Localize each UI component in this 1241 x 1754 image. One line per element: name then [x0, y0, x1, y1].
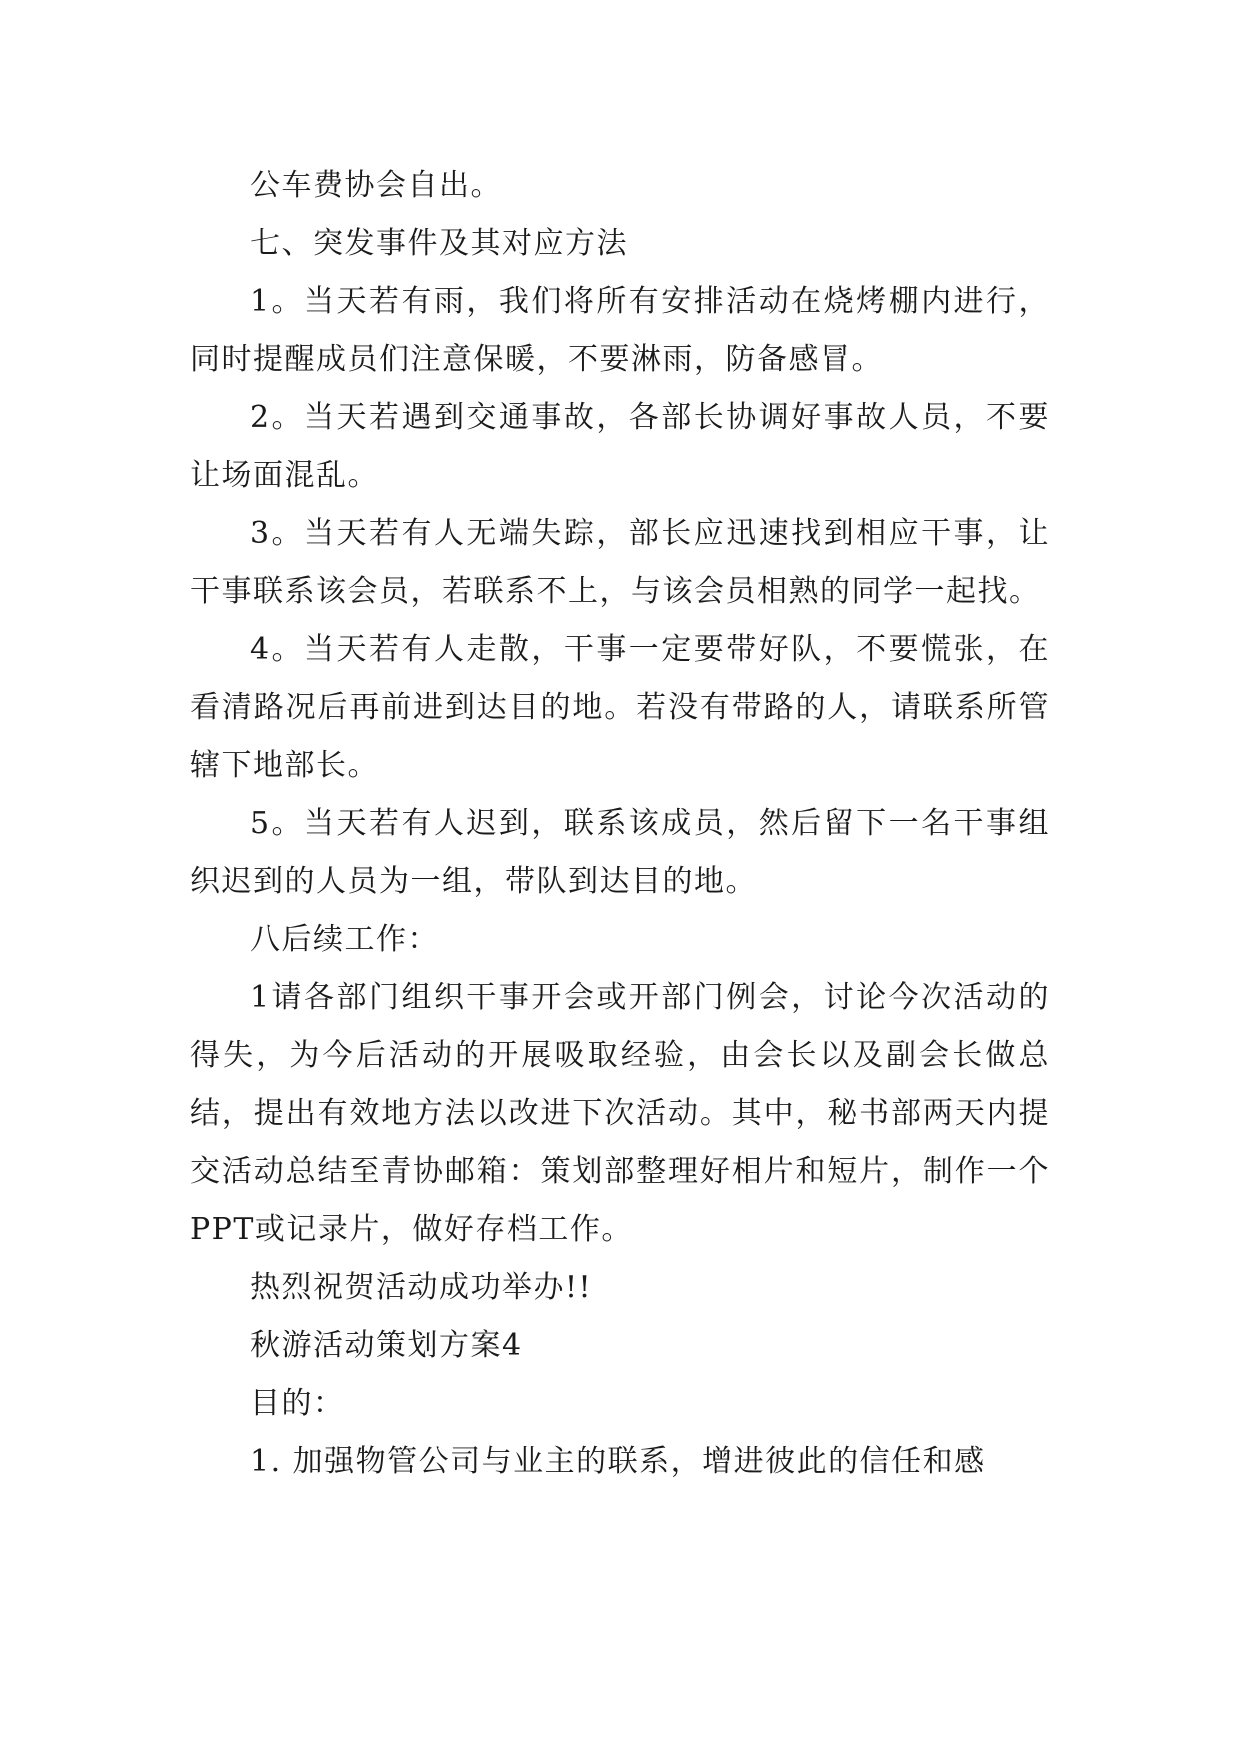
paragraph: 公车费协会自出。: [250, 168, 502, 203]
paragraph: 3。当天若有人无端失踪，部长应迅速找到相应干事，让干事联系该会员，若联系不上，与该会员相熟的同学一起找。: [190, 516, 1050, 609]
document-body: [190, 157, 1050, 1491]
document-title: 秋游活动策划方案4: [250, 1328, 523, 1363]
section-heading: 目的：: [250, 1386, 345, 1421]
paragraph: 1. 加强物管公司与业主的联系，增进彼此的信任和感: [250, 1444, 986, 1479]
paragraph: 1。当天若有雨，我们将所有安排活动在烧烤棚内进行，同时提醒成员们注意保暖，不要淋雨，防备感冒。: [190, 284, 1050, 377]
section-heading: 七、突发事件及其对应方法: [250, 226, 628, 261]
paragraph: 1请各部门组织干事开会或开部门例会，讨论今次活动的得失，为今后活动的开展吸取经验，由会长以及副会长做总结，提出有效地方法以改进下次活动。其中，秘书部两天内提交活动总结至青协邮箱：策划部整理好相片和短片，制作一个PPT或记录片，做好存档工作。: [190, 980, 1050, 1247]
paragraph: 2。当天若遇到交通事故，各部长协调好事故人员，不要让场面混乱。: [190, 400, 1050, 493]
paragraph: 热烈祝贺活动成功举办!!: [250, 1270, 593, 1305]
paragraph: 4。当天若有人走散，干事一定要带好队，不要慌张，在看清路况后再前进到达目的地。若没有带路的人，请联系所管辖下地部长。: [190, 632, 1050, 783]
paragraph: 5。当天若有人迟到，联系该成员，然后留下一名干事组织迟到的人员为一组，带队到达目的地。: [190, 806, 1050, 899]
section-heading: 八后续工作：: [250, 922, 439, 957]
